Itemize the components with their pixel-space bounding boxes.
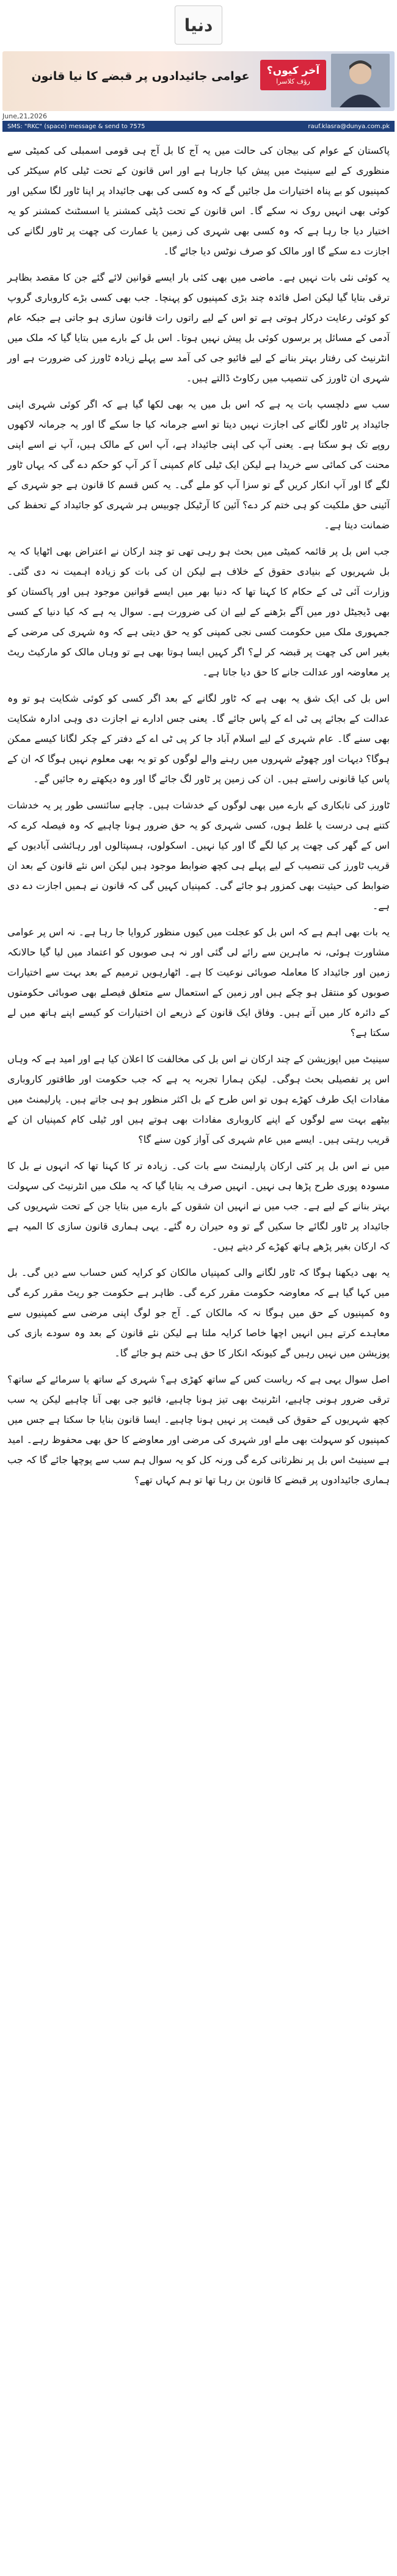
- column-brand-box: [260, 60, 326, 90]
- logo-text: دنیا: [184, 15, 213, 35]
- author-portrait: [331, 54, 390, 107]
- article-paragraph: جب اس بل پر قائمہ کمیٹی میں بحث ہو رہی تھی تو چند ارکان نے اعتراض بھی اٹھایا کہ یہ بل شہریوں کے بنیادی حقوق کے خلاف ہے لیکن ان کی بات کو زیادہ اہمیت نہ دی گئی۔ وزارت آئی ٹی کے حکام کا کہنا تھا کہ دنیا بھر میں ایسے قوانین موجود ہیں اور پاکستان کو بھی ڈیجیٹل دور میں آگے بڑھنے کے لیے ان کی ضرورت ہے۔ سوال یہ ہے کہ کیا دنیا کے کسی جمہوری ملک میں حکومت کسی نجی کمپنی کو یہ حق دیتی ہے کہ وہ شہری کی مرضی کے بغیر اس کی چھت پر قبضہ کر لے؟ اگر کہیں ایسا ہوتا بھی ہے تو وہاں مالک کو مارکیٹ ریٹ پر معاوضہ اور عدالت جانے کا حق دیا جاتا ہے۔: [7, 545, 390, 678]
- column-author: رؤف کلاسرا: [276, 77, 310, 85]
- column-brand-name: آخر کیوں؟: [266, 65, 320, 77]
- article-paragraph: پاکستان کے عوام کی بیجان کی حالت میں یہ آج کا بل آج ہی قومی اسمبلی کی کمیٹی سے منظوری کے لیے سینیٹ میں پیش کیا جارہا ہے اور اس قانون کے تحت ٹیلی کام سیکٹر کی کمپنیوں کو بے پناہ اختیارات مل جائیں گے کہ وہ کسی کی بھی جائیداد پر اپنا ٹاور لگا سکیں اور کوئی بھی انہیں روک نہ سکے گا۔ اس قانون کے تحت ڈپٹی کمشنر یا اسسٹنٹ کمشنر کو یہ اختیار دیا جا رہا ہے کہ وہ کسی بھی شہری کی زمین یا عمارت کی چھت پر ٹاور لگانے کی اجازت دے سکے گا اور مالک کو صرف نوٹس دیا جائے گا۔: [7, 145, 390, 257]
- author-email[interactable]: rauf.klasra@dunya.com.pk: [308, 123, 390, 130]
- masthead: [0, 0, 397, 50]
- article-paragraph: میں نے اس بل پر کئی ارکان پارلیمنٹ سے بات کی۔ زیادہ تر کا کہنا تھا کہ انہوں نے بل کا مسودہ پوری طرح پڑھا ہی نہیں۔ انہیں صرف یہ بتایا گیا کہ یہ ملک میں انٹرنیٹ کی سہولت بہتر بنانے کے لیے ہے۔ جب میں نے انہیں ان شقوں کے بارے میں بتایا جن کے تحت شہریوں کی جائیداد پر ٹاور لگائے جا سکیں گے تو وہ حیران رہ گئے۔ یہی ہماری قانون سازی کا المیہ ہے کہ ارکان بغیر پڑھے ہاتھ کھڑے کر دیتے ہیں۔: [7, 1160, 390, 1252]
- sms-bar: [2, 121, 395, 132]
- article-paragraph: سینیٹ میں اپوزیشن کے چند ارکان نے اس بل کی مخالفت کا اعلان کیا ہے اور امید ہے کہ وہاں اس پر تفصیلی بحث ہوگی۔ لیکن ہمارا تجربہ یہ ہے کہ جب حکومت اور طاقتور کاروباری مفادات ایک طرف کھڑے ہوں تو اس طرح کے بل اکثر منظور ہو ہی جاتے ہیں۔ پارلیمنٹ میں بیٹھے بہت سے لوگوں کے اپنے کاروباری مفادات بھی ہوتے ہیں اور ٹیلی کام کمپنیاں ان کے قریب رہتی ہیں۔ ایسے میں عام شہری کی آواز کون سنے گا؟: [7, 1053, 390, 1145]
- column-banner: [2, 51, 395, 111]
- article-body: [7, 140, 390, 1496]
- publish-date: June,21,2026: [2, 112, 47, 120]
- article-paragraph: یہ بات بھی اہم ہے کہ اس بل کو عجلت میں کیوں منظور کروایا جا رہا ہے۔ نہ اس پر عوامی مشاورت ہوئی، نہ ماہرین سے رائے لی گئی اور نہ ہی صوبوں کو اعتماد میں لیا گیا حالانکہ زمین اور جائیداد کا معاملہ صوبائی نوعیت کا ہے۔ اٹھارہویں ترمیم کے بعد بہت سے اختیارات صوبوں کو منتقل ہو چکے ہیں اور زمین کے استعمال سے متعلق فیصلے بھی صوبائی حکومتوں کے دائرہ کار میں آتے ہیں۔ وفاق ایک قانون کے ذریعے ان اختیارات کو کیسے اپنے ہاتھ میں لے سکتا ہے؟: [7, 926, 390, 1038]
- article-paragraph: سب سے دلچسپ بات یہ ہے کہ اس بل میں یہ بھی لکھا گیا ہے کہ اگر کوئی شہری اپنی جائیداد پر ٹاور لگانے کی اجازت نہیں دیتا تو اسے جرمانہ کیا جا سکے گا اور یہ جرمانہ لاکھوں روپے تک ہو سکتا ہے۔ یعنی آپ کی اپنی جائیداد ہے، آپ اس کے مالک ہیں، آپ نے اسے اپنی محنت کی کمائی سے خریدا ہے لیکن ایک ٹیلی کام کمپنی آ کر آپ کو حکم دے گی کہ یہاں ٹاور لگے گا اور آپ انکار کریں گے تو سزا آپ کو ملے گی۔ یہ کس قسم کا قانون ہے جو شہری کے آئینی حق ملکیت کو ہی ختم کر دے؟ آئین کا آرٹیکل چوبیس ہر شہری کو جائیداد کے تحفظ کی ضمانت دیتا ہے۔: [7, 398, 390, 531]
- article-paragraph: یہ بھی دیکھنا ہوگا کہ ٹاور لگانے والی کمپنیاں مالکان کو کرایہ کس حساب سے دیں گی۔ بل میں کہا گیا ہے کہ معاوضہ حکومت مقرر کرے گی۔ ظاہر ہے حکومت جو ریٹ مقرر کرے گی وہ کمپنیوں کے حق میں ہوگا نہ کہ مالکان کے۔ آج جو لوگ اپنی مرضی سے کمپنیوں سے معاہدے کرتے ہیں انہیں اچھا خاصا کرایہ ملتا ہے لیکن نئے قانون کے بعد وہ سودے بازی کی پوزیشن میں نہیں رہیں گے کیونکہ انکار کا حق ہی ختم ہو جائے گا۔: [7, 1267, 390, 1359]
- article-paragraph: یہ کوئی نئی بات نہیں ہے۔ ماضی میں بھی کئی بار ایسے قوانین لائے گئے جن کا مقصد بظاہر ترقی بتایا گیا لیکن اصل فائدہ چند بڑی کمپنیوں کو پہنچا۔ جب بھی کسی بڑے کاروباری گروپ کو کوئی رعایت درکار ہوتی ہے تو اس کے لیے راتوں رات قانون سازی ہو جاتی ہے جبکہ عام آدمی کے مسائل پر برسوں کوئی بل پیش نہیں ہوتا۔ اس بل کے بارے میں بتایا گیا کہ ملک میں انٹرنیٹ کی رفتار بہتر بنانے کے لیے فائیو جی کی آمد سے پہلے زیادہ ٹاورز کی ضرورت ہے اور شہری ان ٹاورز کی تنصیب میں رکاوٹ ڈالتے ہیں۔: [7, 272, 390, 384]
- newspaper-logo[interactable]: [175, 5, 222, 45]
- article-paragraph: اصل سوال یہی ہے کہ ریاست کس کے ساتھ کھڑی ہے؟ شہری کے ساتھ یا سرمائے کے ساتھ؟ ترقی ضرور ہونی چاہیے، انٹرنیٹ بھی تیز ہونا چاہیے، فائیو جی بھی آنا چاہیے لیکن یہ سب کچھ شہریوں کے حقوق کی قیمت پر نہیں ہونا چاہیے۔ ایسا قانون بنایا جا سکتا ہے جس میں کمپنیوں کو سہولت بھی ملے اور شہری کی مرضی اور معاوضے کا حق بھی محفوظ رہے۔ امید ہے سینیٹ اس بل پر نظرثانی کرے گی ورنہ کل کو یہ سوال ہم سب سے پوچھا جائے گا کہ جب ہماری جائیدادوں پر قبضے کا قانون بن رہا تھا تو ہم کہاں تھے؟: [7, 1373, 390, 1486]
- article-paragraph: اس بل کی ایک شق یہ بھی ہے کہ ٹاور لگانے کے بعد اگر کسی کو کوئی شکایت ہو تو وہ عدالت کے بجائے پی ٹی اے کے پاس جائے گا۔ یعنی جس ادارے نے اجازت دی وہی ادارہ شکایت بھی سنے گا۔ عام شہری کے لیے اسلام آباد جا کر پی ٹی اے کے دفتر کے چکر لگانا کیسے ممکن ہوگا؟ دیہات اور چھوٹے شہروں میں رہنے والے لوگوں کو تو یہ بھی معلوم نہیں ہوگا کہ ان کے پاس کیا قانونی راستے ہیں۔ ان کی زمین پر ٹاور لگ جائے گا اور وہ دیکھتے رہ جائیں گے۔: [7, 693, 390, 785]
- sms-instructions: SMS: "RKC" (space) message & send to 7575: [7, 123, 145, 130]
- article-paragraph: ٹاورز کی تابکاری کے بارے میں بھی لوگوں کے خدشات ہیں۔ چاہے سائنسی طور پر یہ خدشات کتنے ہی درست یا غلط ہوں، کسی شہری کو یہ حق ضرور ہونا چاہیے کہ وہ فیصلہ کرے کہ اس کے گھر کی چھت پر کیا لگے گا اور کیا نہیں۔ اسکولوں، ہسپتالوں اور رہائشی آبادیوں کے قریب ٹاورز کی تنصیب کے لیے پہلے ہی کچھ ضوابط موجود ہیں لیکن اس نئے قانون کے بعد ان ضوابط کی حیثیت بھی کمزور ہو جائے گی۔ کمپنیاں کہیں گی کہ قانون نے ہمیں اجازت دے دی ہے۔: [7, 799, 390, 912]
- author-portrait-image: [331, 54, 390, 107]
- column-title: عوامی جائیدادوں پر قبضے کا نیا قانون: [31, 70, 250, 83]
